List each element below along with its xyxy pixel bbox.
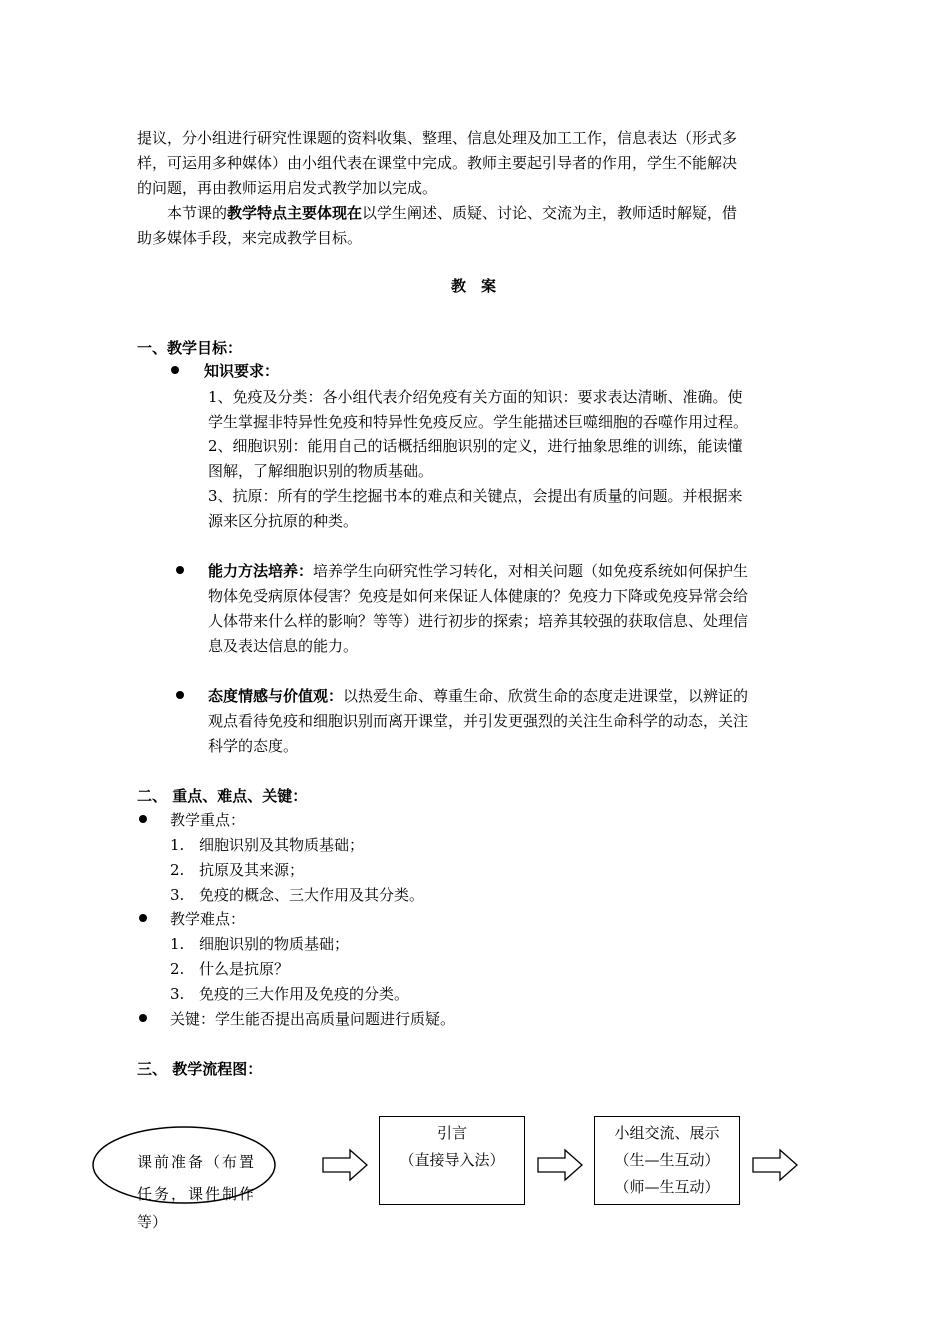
box1-line: 引言 — [436, 1124, 467, 1142]
knowledge-label: 知识要求： — [204, 362, 280, 380]
ellipse-text-2: 任务，课件制作 — [137, 1185, 257, 1203]
intro-line-4-post: 以学生阐述、质疑、讨论、交流为主，教师适时解疑，借 — [362, 204, 738, 222]
difficulty-num: 3. — [170, 985, 185, 1003]
knowledge-line: 3、抗原：所有的学生挖掘书本的难点和关键点，会提出有质量的问题。并根据来 — [208, 487, 743, 505]
ellipse-text-3: 等） — [137, 1213, 168, 1231]
knowledge-line: 学生掌握非特异性免疫和特异性免疫反应。学生能描述巨噬细胞的吞噬作用过程。 — [208, 413, 749, 431]
intro-line-1: 提议，分小组进行研究性课题的资料收集、整理、信息处理及加工工作，信息表达（形式多 — [137, 129, 738, 147]
key-question: 关键：学生能否提出高质量问题进行质疑。 — [170, 1010, 456, 1028]
box2-line: （师—生互动） — [614, 1178, 720, 1196]
knowledge-line: 图解，了解细胞识别的物质基础。 — [208, 462, 434, 480]
attitude-label: 态度情感与价值观： — [208, 687, 344, 705]
ability-line: 息及表达信息的能力。 — [208, 637, 359, 655]
flow-arrow-icon — [323, 1150, 367, 1180]
difficulty-num: 2. — [170, 960, 185, 978]
box1-line: （直接导入法） — [399, 1151, 505, 1169]
ability-label: 能力方法培养： — [208, 562, 314, 580]
ellipse-text-1: 课前准备（布置 — [137, 1153, 257, 1171]
key-point-num: 2. — [170, 861, 185, 879]
intro-line-5: 助多媒体手段，来完成教学目标。 — [137, 229, 363, 247]
intro-line-4-pre: 本节课的 — [167, 204, 228, 222]
intro-line-3: 的问题，再由教师运用启发式教学加以完成。 — [137, 179, 438, 197]
knowledge-line: 源来区分抗原的种类。 — [208, 512, 359, 530]
ability-line-1-rest: 培养学生向研究性学习转化，对相关问题（如免疫系统如何保护生 — [313, 562, 749, 580]
key-point-num: 3. — [170, 886, 185, 904]
key-point-num: 1. — [170, 836, 185, 854]
knowledge-line: 2、细胞识别：能用自己的话概括细胞识别的定义，进行抽象思维的训练，能读懂 — [208, 437, 743, 455]
difficulty-text: 什么是抗原？ — [199, 960, 290, 978]
flow-arrow-icon — [538, 1150, 582, 1180]
box2-line: （生—生互动） — [614, 1151, 720, 1169]
teaching-feature-emphasis: 教学特点主要体现在 — [227, 204, 363, 222]
ability-line: 物体免受病原体侵害？免疫是如何来保证人体健康的？免疫力下降或免疫异常会给 — [208, 587, 749, 605]
key-point-text: 细胞识别及其物质基础； — [199, 836, 365, 854]
section2-heading: 二、 重点、难点、关键： — [137, 787, 308, 805]
difficulty-text: 免疫的三大作用及免疫的分类。 — [199, 985, 410, 1003]
box2-line: 小组交流、展示 — [614, 1124, 720, 1142]
difficulty-num: 1. — [170, 935, 185, 953]
knowledge-line: 1、免疫及分类：各小组代表介绍免疫有关方面的知识：要求表达清晰、准确。使 — [208, 388, 743, 406]
key-points-label: 教学重点： — [170, 811, 246, 829]
ability-line: 人体带来什么样的影响？等等）进行初步的探索；培养其较强的获取信息、处理信 — [208, 612, 749, 630]
attitude-line: 科学的态度。 — [208, 737, 299, 755]
key-point-text: 抗原及其来源； — [199, 861, 305, 879]
section3-heading: 三、 教学流程图： — [137, 1060, 263, 1078]
attitude-line: 观点看待免疫和细胞识别而离开课堂，并引发更强烈的关注生命科学的动态，关注 — [208, 712, 749, 730]
key-point-text: 免疫的概念、三大作用及其分类。 — [199, 886, 425, 904]
group-exchange-box — [594, 1116, 740, 1205]
flow-arrow-icon — [753, 1150, 797, 1180]
attitude-line-1-rest: 以热爱生命、尊重生命、欣赏生命的态度走进课堂，以辨证的 — [343, 687, 749, 705]
difficulties-label: 教学难点： — [170, 910, 246, 928]
section1-heading: 一、教学目标： — [137, 339, 243, 357]
difficulty-text: 细胞识别的物质基础； — [199, 935, 350, 953]
page-title: 教 案 — [451, 277, 497, 295]
intro-line-2: 样，可运用多种媒体）由小组代表在课堂中完成。教师主要起引导者的作用，学生不能解决 — [137, 154, 738, 172]
intro-step-box — [379, 1116, 525, 1205]
